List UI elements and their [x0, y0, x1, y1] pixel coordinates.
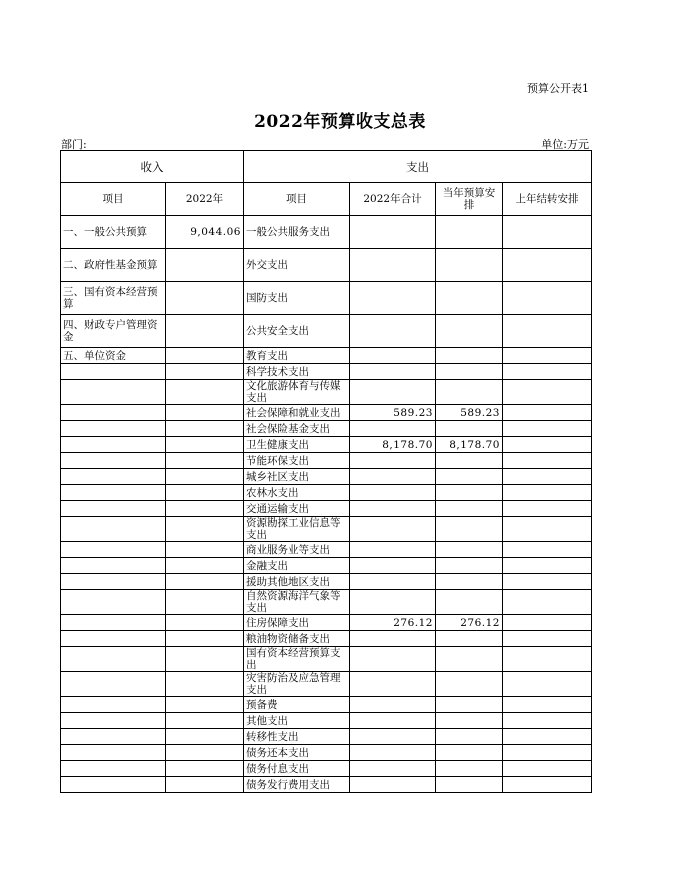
exp-current-cell [436, 745, 503, 761]
income-item-cell [61, 542, 166, 558]
exp-carryover-cell [503, 615, 592, 631]
income-item-cell [61, 713, 166, 729]
income-value-cell [166, 777, 244, 793]
exp-current-cell [436, 364, 503, 380]
income-item-cell [61, 631, 166, 647]
income-item-cell [61, 615, 166, 631]
income-item-cell: 二、政府性基金预算 [61, 249, 166, 282]
exp-item-cell: 文化旅游体育与传媒支出 [244, 380, 350, 405]
exp-total-cell [350, 469, 436, 485]
income-value-cell [166, 590, 244, 615]
exp-current-cell [436, 469, 503, 485]
exp-item-cell: 国有资本经营预算支出 [244, 647, 350, 672]
exp-current-cell [436, 348, 503, 364]
table-row [61, 517, 592, 542]
income-value-cell [166, 485, 244, 501]
income-item-cell: 四、财政专户管理资金 [61, 315, 166, 348]
exp-carryover-cell [503, 761, 592, 777]
exp-carryover-cell [503, 501, 592, 517]
exp-carryover-cell [503, 631, 592, 647]
exp-total-cell [350, 542, 436, 558]
exp-total-cell [350, 713, 436, 729]
exp-total-cell [350, 501, 436, 517]
income-item-cell [61, 501, 166, 517]
exp-item-cell: 一般公共服务支出 [244, 216, 350, 249]
exp-item-cell: 公共安全支出 [244, 315, 350, 348]
exp-current-cell [436, 542, 503, 558]
exp-carryover-cell [503, 558, 592, 574]
income-item-cell [61, 777, 166, 793]
income-value-cell [166, 697, 244, 713]
exp-total-cell [350, 777, 436, 793]
exp-total-cell [350, 590, 436, 615]
page-title: 2022年预算收支总表 [254, 112, 426, 132]
income-item-cell [61, 469, 166, 485]
exp-current-cell [436, 380, 503, 405]
income-value-cell [166, 405, 244, 421]
table-row [61, 437, 592, 453]
income-item-cell [61, 574, 166, 590]
exp-item-cell: 其他支出 [244, 713, 350, 729]
exp-current-cell [436, 729, 503, 745]
table-row [61, 574, 592, 590]
exp-current-cell [436, 777, 503, 793]
exp-carryover-cell [503, 647, 592, 672]
exp-total-cell [350, 348, 436, 364]
exp-carryover-cell [503, 315, 592, 348]
exp-current-cell [436, 501, 503, 517]
income-value-cell [166, 761, 244, 777]
income-item-cell [61, 453, 166, 469]
exp-total-cell: 8,178.70 [350, 437, 436, 453]
exp-item-cell: 社会保险基金支出 [244, 421, 350, 437]
exp-current-cell: 8,178.70 [436, 437, 503, 453]
exp-current-cell [436, 453, 503, 469]
table-code-label: 预算公开表1 [527, 82, 589, 95]
exp-item-cell: 灾害防治及应急管理支出 [244, 672, 350, 697]
exp-total-cell: 589.23 [350, 405, 436, 421]
exp-carryover-cell [503, 469, 592, 485]
exp-carryover-cell [503, 249, 592, 282]
income-year-header: 2022年 [166, 183, 244, 216]
unit-label: 单位:万元 [541, 138, 589, 151]
table-row [61, 761, 592, 777]
exp-total-cell [350, 729, 436, 745]
table-row [61, 590, 592, 615]
table-row [61, 777, 592, 793]
income-item-cell [61, 405, 166, 421]
income-item-header: 项目 [61, 183, 166, 216]
table-row [61, 729, 592, 745]
income-item-cell [61, 380, 166, 405]
exp-total-cell [350, 745, 436, 761]
income-value-cell [166, 453, 244, 469]
exp-carryover-cell [503, 405, 592, 421]
department-label: 部门: [61, 138, 87, 151]
income-value-cell [166, 249, 244, 282]
exp-item-cell: 资源勘探工业信息等支出 [244, 517, 350, 542]
exp-current-cell [436, 282, 503, 315]
exp-item-cell: 教育支出 [244, 348, 350, 364]
exp-item-cell: 债务发行费用支出 [244, 777, 350, 793]
table-row [61, 485, 592, 501]
exp-current-cell: 276.12 [436, 615, 503, 631]
income-value-cell [166, 647, 244, 672]
table-row [61, 672, 592, 697]
income-value-cell [166, 615, 244, 631]
exp-current-cell [436, 590, 503, 615]
table-row [61, 469, 592, 485]
income-item-cell [61, 672, 166, 697]
exp-item-cell: 卫生健康支出 [244, 437, 350, 453]
income-value-cell [166, 558, 244, 574]
table-row [61, 249, 592, 282]
exp-item-cell: 自然资源海洋气象等支出 [244, 590, 350, 615]
exp-item-cell: 债务还本支出 [244, 745, 350, 761]
exp-carryover-cell [503, 517, 592, 542]
table-row [61, 558, 592, 574]
exp-current-cell [436, 713, 503, 729]
table-row [61, 348, 592, 364]
table-row [61, 364, 592, 380]
exp-total-cell [350, 421, 436, 437]
exp-item-cell: 交通运输支出 [244, 501, 350, 517]
income-value-cell [166, 501, 244, 517]
exp-current-header: 当年预算安排 [436, 183, 503, 216]
table-row [61, 542, 592, 558]
exp-item-cell: 城乡社区支出 [244, 469, 350, 485]
exp-carryover-header: 上年结转安排 [503, 183, 592, 216]
exp-current-cell [436, 517, 503, 542]
table-row [61, 453, 592, 469]
exp-item-cell: 援助其他地区支出 [244, 574, 350, 590]
exp-total-header: 2022年合计 [350, 183, 436, 216]
table-row [61, 697, 592, 713]
income-value-cell [166, 315, 244, 348]
table-row [61, 713, 592, 729]
exp-item-cell: 债务付息支出 [244, 761, 350, 777]
exp-total-cell [350, 485, 436, 501]
exp-item-header: 项目 [244, 183, 350, 216]
income-value-cell [166, 542, 244, 558]
exp-total-cell: 276.12 [350, 615, 436, 631]
income-item-cell [61, 485, 166, 501]
exp-carryover-cell [503, 697, 592, 713]
exp-current-cell: 589.23 [436, 405, 503, 421]
exp-item-cell: 科学技术支出 [244, 364, 350, 380]
exp-current-cell [436, 315, 503, 348]
header-row-1 [61, 151, 592, 183]
exp-total-cell [350, 631, 436, 647]
exp-current-cell [436, 421, 503, 437]
exp-total-cell [350, 558, 436, 574]
table-row [61, 647, 592, 672]
exp-total-cell [350, 315, 436, 348]
table-row [61, 421, 592, 437]
exp-carryover-cell [503, 364, 592, 380]
exp-item-cell: 粮油物资储备支出 [244, 631, 350, 647]
income-value-cell [166, 517, 244, 542]
exp-carryover-cell [503, 421, 592, 437]
exp-carryover-cell [503, 729, 592, 745]
income-item-cell [61, 364, 166, 380]
exp-item-cell: 商业服务业等支出 [244, 542, 350, 558]
header-row-2 [61, 183, 592, 216]
exp-carryover-cell [503, 453, 592, 469]
exp-total-cell [350, 282, 436, 315]
table-row [61, 405, 592, 421]
exp-total-cell [350, 453, 436, 469]
exp-current-cell [436, 672, 503, 697]
income-item-cell [61, 729, 166, 745]
exp-current-cell [436, 697, 503, 713]
exp-total-cell [350, 697, 436, 713]
exp-carryover-cell [503, 713, 592, 729]
exp-carryover-cell [503, 672, 592, 697]
exp-carryover-cell [503, 542, 592, 558]
exp-current-cell [436, 574, 503, 590]
exp-current-cell [436, 647, 503, 672]
income-item-cell: 三、国有资本经营预算 [61, 282, 166, 315]
exp-carryover-cell [503, 348, 592, 364]
income-value-cell [166, 672, 244, 697]
income-value-cell [166, 421, 244, 437]
exp-item-cell: 国防支出 [244, 282, 350, 315]
exp-current-cell [436, 485, 503, 501]
income-item-cell [61, 647, 166, 672]
exp-item-cell: 转移性支出 [244, 729, 350, 745]
exp-carryover-cell [503, 574, 592, 590]
income-value-cell [166, 745, 244, 761]
exp-current-cell [436, 249, 503, 282]
table-row [61, 282, 592, 315]
exp-carryover-cell [503, 485, 592, 501]
income-item-cell [61, 421, 166, 437]
exp-carryover-cell [503, 437, 592, 453]
income-value-cell [166, 282, 244, 315]
exp-current-cell [436, 216, 503, 249]
exp-carryover-cell [503, 590, 592, 615]
exp-item-cell: 预备费 [244, 697, 350, 713]
exp-item-cell: 金融支出 [244, 558, 350, 574]
table-row [61, 631, 592, 647]
exp-total-cell [350, 672, 436, 697]
table-row [61, 745, 592, 761]
table-row [61, 501, 592, 517]
exp-total-cell [350, 380, 436, 405]
income-value-cell [166, 713, 244, 729]
table-row [61, 216, 592, 249]
exp-item-cell: 住房保障支出 [244, 615, 350, 631]
income-item-cell [61, 558, 166, 574]
income-value-cell [166, 437, 244, 453]
exp-item-cell: 农林水支出 [244, 485, 350, 501]
table-row [61, 315, 592, 348]
income-value-cell [166, 469, 244, 485]
exp-carryover-cell [503, 380, 592, 405]
table-row [61, 380, 592, 405]
income-value-cell [166, 631, 244, 647]
exp-total-cell [350, 364, 436, 380]
income-value-cell [166, 380, 244, 405]
income-item-cell [61, 517, 166, 542]
budget-summary-table [60, 150, 592, 793]
exp-carryover-cell [503, 282, 592, 315]
income-value-cell [166, 574, 244, 590]
income-header: 收入 [61, 151, 244, 183]
exp-total-cell [350, 216, 436, 249]
income-value-cell [166, 348, 244, 364]
exp-total-cell [350, 574, 436, 590]
exp-total-cell [350, 517, 436, 542]
expenditure-header: 支出 [244, 151, 592, 183]
exp-carryover-cell [503, 777, 592, 793]
income-item-cell [61, 590, 166, 615]
income-item-cell: 五、单位资金 [61, 348, 166, 364]
exp-item-cell: 社会保障和就业支出 [244, 405, 350, 421]
exp-current-cell [436, 558, 503, 574]
exp-current-cell [436, 631, 503, 647]
income-item-cell [61, 761, 166, 777]
table-row [61, 615, 592, 631]
exp-carryover-cell [503, 216, 592, 249]
income-value-cell [166, 729, 244, 745]
income-value-cell [166, 364, 244, 380]
income-item-cell [61, 697, 166, 713]
income-value-cell: 9,044.06 [166, 216, 244, 249]
income-item-cell: 一、一般公共预算 [61, 216, 166, 249]
exp-carryover-cell [503, 745, 592, 761]
exp-total-cell [350, 761, 436, 777]
income-item-cell [61, 437, 166, 453]
exp-current-cell [436, 761, 503, 777]
exp-total-cell [350, 647, 436, 672]
exp-item-cell: 外交支出 [244, 249, 350, 282]
income-item-cell [61, 745, 166, 761]
exp-item-cell: 节能环保支出 [244, 453, 350, 469]
exp-total-cell [350, 249, 436, 282]
